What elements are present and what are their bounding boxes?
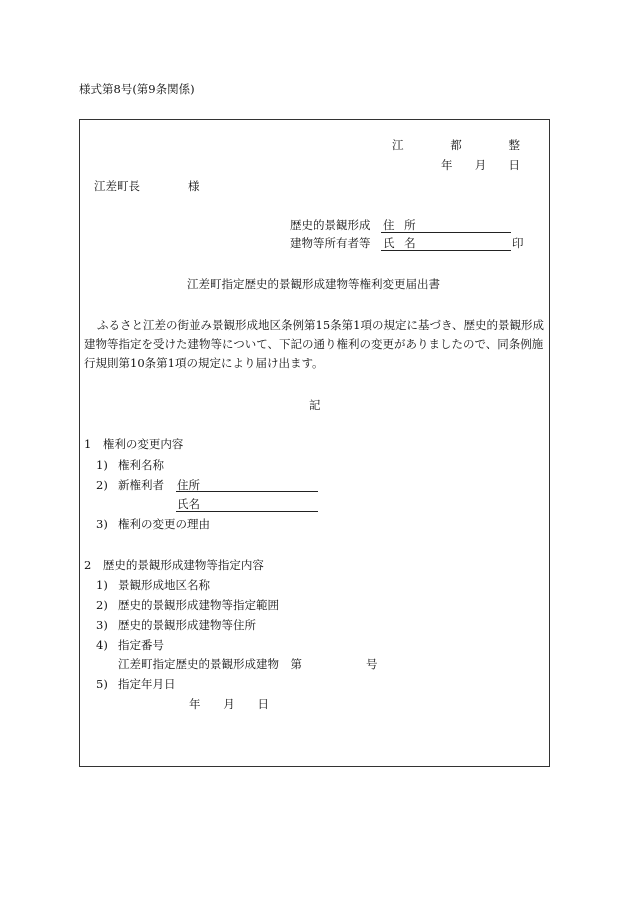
s2-item5-label: 指定年月日: [118, 677, 176, 691]
s2-item5-num: 5): [96, 677, 108, 691]
new-holder-name-label: 氏名: [177, 497, 200, 511]
s2-item4-label: 指定番号: [118, 638, 164, 652]
new-holder-address-field[interactable]: [176, 491, 318, 492]
new-holder-address-label: 住所: [177, 478, 200, 492]
s1-item2-num: 2): [96, 478, 108, 492]
s1-item2-label: 新権利者: [118, 478, 164, 492]
recipient-name: 江差町長: [94, 179, 140, 193]
date-month: 月: [474, 158, 487, 172]
applicant-label-2: 建物等所有者等: [290, 236, 371, 250]
s1-item3-num: 3): [96, 517, 108, 531]
s1-item1-label: 権利名称: [118, 458, 164, 472]
doc-no-char-1: 江: [392, 138, 404, 152]
s2-item3-label: 歴史的景観形成建物等住所: [118, 618, 256, 632]
applicant-name-label: 氏 名: [383, 236, 416, 250]
doc-no-char-2: 都: [450, 138, 462, 152]
designation-number-prefix: 江差町指定歴史的景観形成建物 第: [118, 657, 302, 671]
ki-mark: 記: [309, 398, 321, 412]
s1-item1-num: 1): [96, 458, 108, 472]
body-line-3: 行規則第10条第1項の規定により届け出ます。: [84, 356, 324, 370]
designation-number-suffix: 号: [366, 657, 378, 671]
applicant-label-1: 歴史的景観形成: [290, 218, 371, 232]
document-title: 江差町指定歴史的景観形成建物等権利変更届出書: [187, 277, 440, 291]
designation-year: 年: [189, 697, 201, 711]
applicant-name-field[interactable]: [381, 250, 511, 251]
s1-item3-label: 権利の変更の理由: [118, 517, 210, 531]
applicant-address-field[interactable]: [381, 232, 511, 233]
date-year: 年: [441, 158, 453, 172]
s2-item1-label: 景観形成地区名称: [118, 578, 210, 592]
submission-date: [441, 160, 520, 172]
recipient-honorific: 様: [188, 179, 200, 193]
document-number: [392, 140, 520, 152]
body-line-1: ふるさと江差の街並み景観形成地区条例第15条第1項の規定に基づき、歴史的景観形成: [97, 318, 544, 332]
new-holder-name-field[interactable]: [176, 511, 318, 512]
s2-item4-num: 4): [96, 638, 108, 652]
s2-item3-num: 3): [96, 618, 108, 632]
section2-heading: 2 歴史的景観形成建物等指定内容: [84, 558, 264, 572]
applicant-address-label: 住 所: [383, 218, 416, 232]
doc-no-char-3: 整: [508, 138, 520, 152]
s2-item1-num: 1): [96, 578, 108, 592]
designation-month: 月: [223, 697, 235, 711]
form-number: 様式第8号(第9条関係): [79, 82, 195, 96]
designation-date: [189, 699, 269, 711]
date-day: 日: [508, 158, 520, 172]
seal-mark: 印: [512, 236, 524, 250]
body-line-2: 建物等指定を受けた建物等について、下記の通り権利の変更がありましたので、同条例施: [84, 337, 544, 351]
s2-item2-label: 歴史的景観形成建物等指定範囲: [118, 598, 279, 612]
section1-heading: 1 権利の変更内容: [84, 437, 184, 451]
designation-day: 日: [257, 697, 269, 711]
s2-item2-num: 2): [96, 598, 108, 612]
